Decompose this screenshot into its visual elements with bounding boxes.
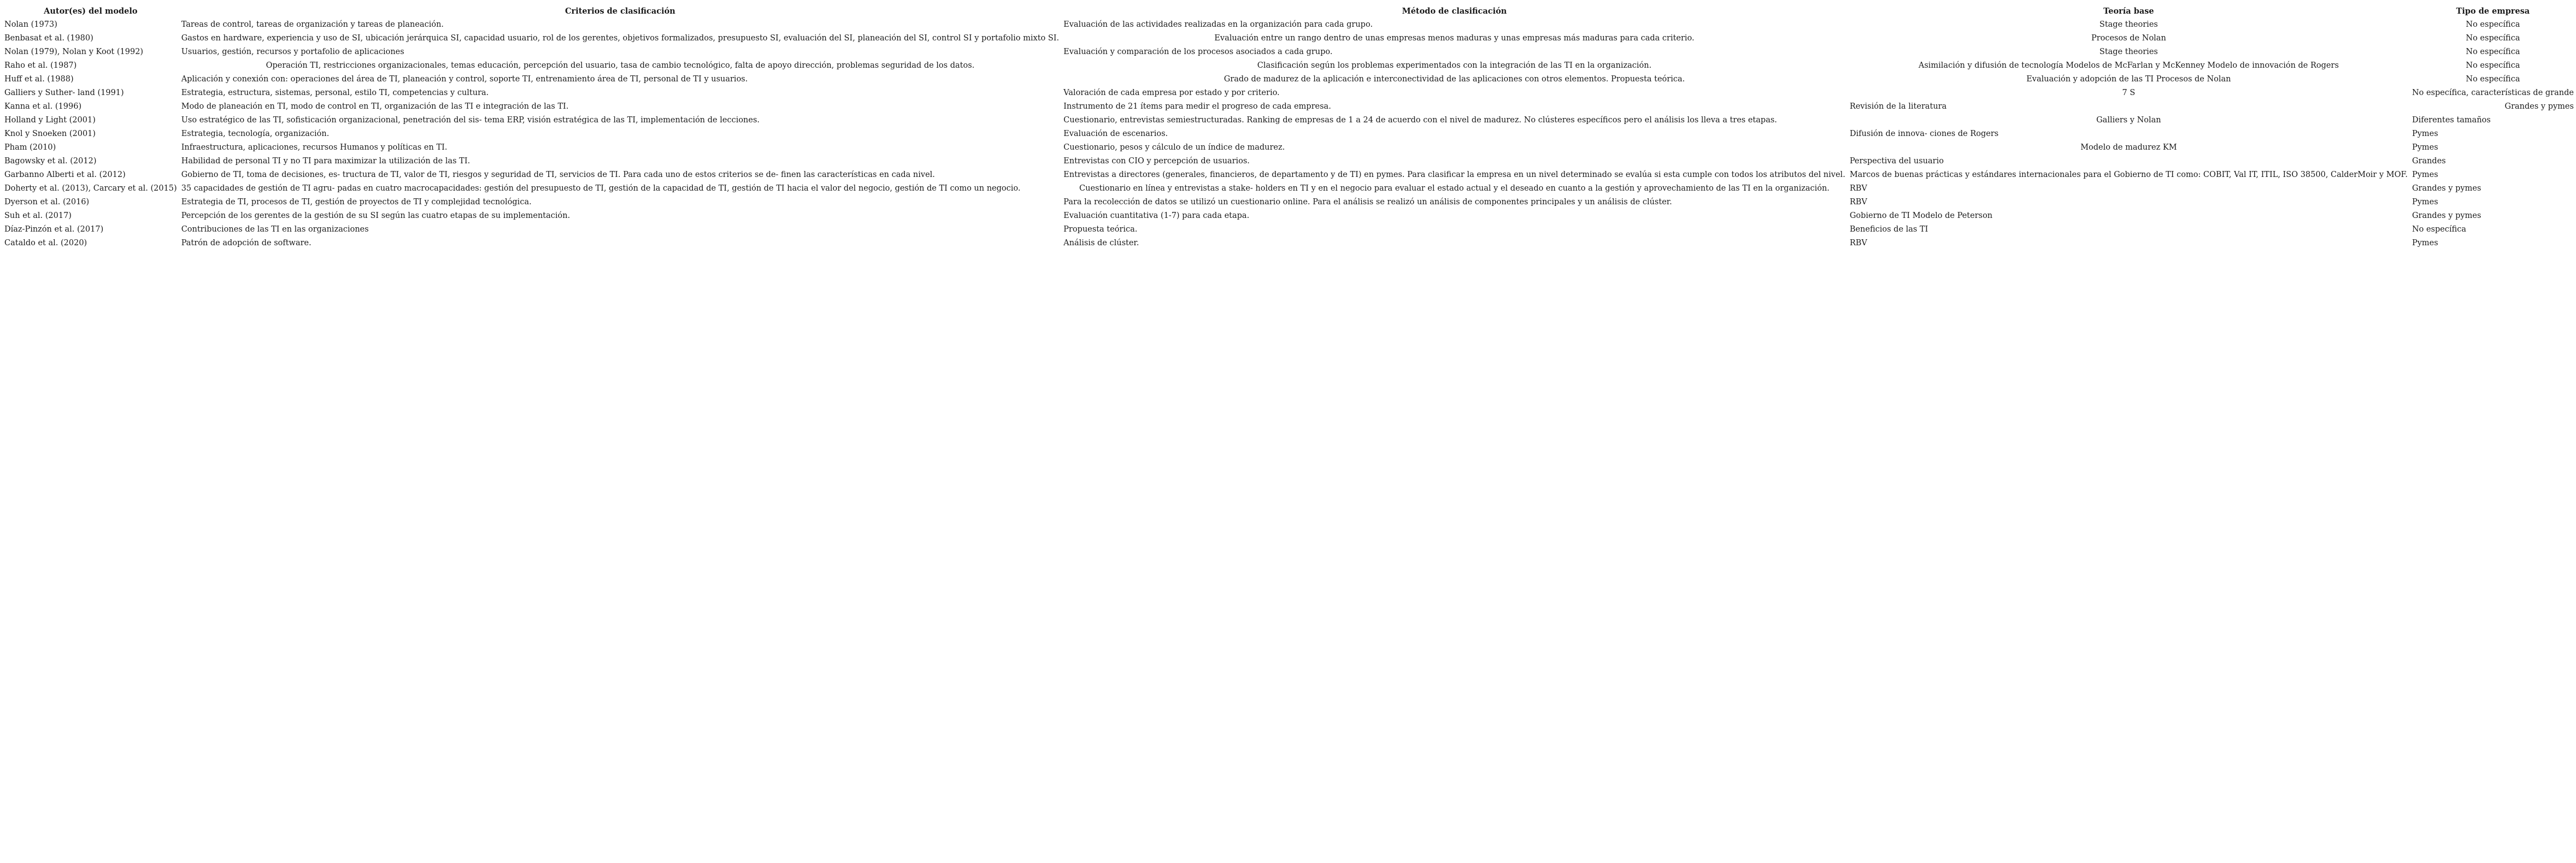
- theory-cell: Stage theories: [2099, 20, 2158, 29]
- method-cell: Propuesta teórica.: [1063, 225, 1138, 234]
- method-cell: Evaluación de escenarios.: [1063, 129, 1168, 138]
- method-cell: Clasificación según los problemas experimentados con la integración de las TI en la organización.: [1257, 61, 1652, 70]
- table-row: [2, 32, 2576, 45]
- author-cell: Garbanno Alberti et al. (2012): [4, 170, 126, 179]
- author-cell: Kanna et al. (1996): [4, 102, 82, 111]
- criteria-cell: 35 capacidades de gestión de TI agru- padas en cuatro macrocapacidades: gestión del presupuesto de TI, gestión de la capacidad de TI, gestión de TI hacia el valor del negocio, gestión de TI como un negocio.: [181, 184, 1021, 193]
- table-row: [2, 100, 2576, 114]
- criteria-cell: Aplicación y conexión con: operaciones del área de TI, planeación y control, soporte TI, entrenamiento área de TI, personal de TI y usuarios.: [181, 75, 748, 84]
- criteria-cell: Patrón de adopción de software.: [181, 239, 311, 247]
- theory-cell: Marcos de buenas prácticas y estándares internacionales para el Gobierno de TI como: COBIT, Val IT, ITIL, ISO 38500, CalderMoir y MOF.: [1849, 170, 2408, 179]
- table-row: [2, 114, 2576, 127]
- company-type-cell: No específica: [2412, 225, 2467, 234]
- table-row: [2, 141, 2576, 155]
- author-cell: Nolan (1979), Nolan y Koot (1992): [4, 48, 144, 56]
- company-type-cell: Grandes y pymes: [2504, 102, 2574, 111]
- criteria-cell: Estrategia de TI, procesos de TI, gestión de proyectos de TI y complejidad tecnológica.: [181, 198, 532, 206]
- criteria-cell: Percepción de los gerentes de la gestión de su SI según las cuatro etapas de su implementación.: [181, 211, 571, 220]
- method-cell: Cuestionario en línea y entrevistas a stake- holders en TI y en el negocio para evaluar el estado actual y el deseado en cuanto a la gestión y aprovechamiento de las TI en la organización.: [1079, 184, 1830, 193]
- header-method: Método de clasificación: [1402, 7, 1507, 16]
- table-row: [2, 155, 2576, 168]
- company-type-cell: Pymes: [2412, 239, 2438, 247]
- author-cell: Holland y Light (2001): [4, 116, 96, 125]
- criteria-cell: Habilidad de personal TI y no TI para maximizar la utilización de las TI.: [181, 157, 470, 165]
- author-cell: Suh et al. (2017): [4, 211, 72, 220]
- author-cell: Benbasat et al. (1980): [4, 34, 93, 43]
- company-type-cell: No específica: [2466, 75, 2520, 84]
- method-cell: Grado de madurez de la aplicación e interconectividad de las aplicaciones con otros elementos. Propuesta teórica.: [1224, 75, 1685, 84]
- author-cell: Díaz-Pinzón et al. (2017): [4, 225, 104, 234]
- criteria-cell: Modo de planeación en TI, modo de control en TI, organización de las TI e integración de las TI.: [181, 102, 569, 111]
- author-cell: Raho et al. (1987): [4, 61, 77, 70]
- criteria-cell: Infraestructura, aplicaciones, recursos Humanos y políticas en TI.: [181, 143, 448, 152]
- author-cell: Bagowsky et al. (2012): [4, 157, 97, 165]
- table-header: [2, 4, 2576, 18]
- theory-cell: Stage theories: [2099, 48, 2158, 56]
- theory-cell: Galliers y Nolan: [2096, 116, 2161, 125]
- company-type-cell: Grandes y pymes: [2412, 211, 2481, 220]
- header-theory: Teoría base: [2103, 7, 2154, 16]
- theory-cell: Gobierno de TI Modelo de Peterson: [1849, 211, 1993, 220]
- company-type-cell: No específica: [2466, 61, 2520, 70]
- table-row: [2, 168, 2576, 182]
- method-cell: Evaluación cuantitativa (1-7) para cada etapa.: [1063, 211, 1250, 220]
- method-cell: Cuestionario, pesos y cálculo de un índice de madurez.: [1063, 143, 1285, 152]
- author-cell: Huff et al. (1988): [4, 75, 74, 84]
- table-row: [2, 182, 2576, 196]
- table-row: [2, 196, 2576, 209]
- author-cell: Pham (2010): [4, 143, 56, 152]
- company-type-cell: Grandes: [2412, 157, 2446, 165]
- company-type-cell: Pymes: [2412, 129, 2438, 138]
- company-type-cell: No específica: [2466, 20, 2520, 29]
- company-type-cell: Grandes y pymes: [2412, 184, 2481, 193]
- company-type-cell: Pymes: [2412, 198, 2438, 206]
- theory-cell: Difusión de innova- ciones de Rogers: [1849, 129, 1999, 138]
- company-type-cell: No específica: [2466, 48, 2520, 56]
- theory-cell: Perspectiva del usuario: [1849, 157, 1944, 165]
- method-cell: Instrumento de 21 ítems para medir el progreso de cada empresa.: [1063, 102, 1331, 111]
- company-type-cell: No específica, características de grande: [2412, 88, 2574, 97]
- company-type-cell: No específica: [2466, 34, 2520, 43]
- criteria-cell: Operación TI, restricciones organizacionales, temas educación, percepción del usuario, tasa de cambio tecnológico, falta de apoyo dirección, problemas seguridad de los datos.: [266, 61, 975, 70]
- criteria-cell: Tareas de control, tareas de organización y tareas de planeación.: [181, 20, 444, 29]
- method-cell: Evaluación de las actividades realizadas en la organización para cada grupo.: [1063, 20, 1373, 29]
- method-cell: Evaluación entre un rango dentro de unas empresas menos maduras y unas empresas más maduras para cada criterio.: [1214, 34, 1695, 43]
- maturity-models-table: [2, 4, 2576, 250]
- criteria-cell: Gobierno de TI, toma de decisiones, es- tructura de TI, valor de TI, riesgos y seguridad de TI, servicios de TI. Para cada uno de estos criterios se de- finen las características en cada nivel.: [181, 170, 935, 179]
- table-row: [2, 237, 2576, 250]
- table-row: [2, 223, 2576, 237]
- theory-cell: Procesos de Nolan: [2091, 34, 2166, 43]
- table-row: [2, 73, 2576, 86]
- method-cell: Evaluación y comparación de los procesos asociados a cada grupo.: [1063, 48, 1333, 56]
- theory-cell: Asimilación y difusión de tecnología Modelos de McFarlan y McKenney Modelo de innovación de Rogers: [1918, 61, 2339, 70]
- table-row: [2, 45, 2576, 59]
- author-cell: Dyerson et al. (2016): [4, 198, 90, 206]
- table-row: [2, 18, 2576, 32]
- theory-cell: Revisión de la literatura: [1849, 102, 1947, 111]
- method-cell: Entrevistas con CIO y percepción de usuarios.: [1063, 157, 1250, 165]
- header-row: [2, 4, 2576, 18]
- author-cell: Nolan (1973): [4, 20, 57, 29]
- header-company-type: Tipo de empresa: [2456, 7, 2530, 16]
- header-author: Autor(es) del modelo: [44, 7, 138, 16]
- theory-cell: 7 S: [2122, 88, 2136, 97]
- theory-cell: RBV: [1849, 184, 1867, 193]
- method-cell: Análisis de clúster.: [1063, 239, 1139, 247]
- theory-cell: Modelo de madurez KM: [2080, 143, 2177, 152]
- company-type-cell: Diferentes tamaños: [2412, 116, 2491, 125]
- method-cell: Valoración de cada empresa por estado y por criterio.: [1063, 88, 1280, 97]
- table-body: [2, 18, 2576, 250]
- method-cell: Cuestionario, entrevistas semiestructuradas. Ranking de empresas de 1 a 24 de acuerdo con el nivel de madurez. No clústeres específicos pero el análisis los lleva a tres etapas.: [1063, 116, 1777, 125]
- criteria-cell: Estrategia, estructura, sistemas, personal, estilo TI, competencias y cultura.: [181, 88, 489, 97]
- header-criteria: Criterios de clasificación: [565, 7, 675, 16]
- criteria-cell: Contribuciones de las TI en las organizaciones: [181, 225, 369, 234]
- theory-cell: RBV: [1849, 239, 1867, 247]
- criteria-cell: Estrategia, tecnología, organización.: [181, 129, 330, 138]
- criteria-cell: Usuarios, gestión, recursos y portafolio de aplicaciones: [181, 48, 404, 56]
- criteria-cell: Uso estratégico de las TI, sofisticación organizacional, penetración del sis- tema ERP, visión estratégica de las TI, implementación de lecciones.: [181, 116, 760, 125]
- table-row: [2, 86, 2576, 100]
- method-cell: Para la recolección de datos se utilizó un cuestionario online. Para el análisis se realizó un análisis de componentes principales y un análisis de clúster.: [1063, 198, 1672, 206]
- table-row: [2, 59, 2576, 73]
- company-type-cell: Pymes: [2412, 170, 2438, 179]
- theory-cell: Evaluación y adopción de las TI Procesos de Nolan: [2026, 75, 2231, 84]
- theory-cell: Beneficios de las TI: [1849, 225, 1928, 234]
- author-cell: Doherty et al. (2013), Carcary et al. (2015): [4, 184, 177, 193]
- author-cell: Knol y Snoeken (2001): [4, 129, 96, 138]
- table-row: [2, 209, 2576, 223]
- criteria-cell: Gastos en hardware, experiencia y uso de SI, ubicación jerárquica SI, capacidad usuario, rol de los gerentes, objetivos formalizados, presupuesto SI, evaluación del SI, planeación del SI, control SI y portafolio mixto SI.: [181, 34, 1060, 43]
- company-type-cell: Pymes: [2412, 143, 2438, 152]
- author-cell: Galliers y Suther- land (1991): [4, 88, 124, 97]
- author-cell: Cataldo et al. (2020): [4, 239, 87, 247]
- theory-cell: RBV: [1849, 198, 1867, 206]
- table-row: [2, 127, 2576, 141]
- method-cell: Entrevistas a directores (generales, financieros, de departamento y de TI) en pymes. Para clasificar la empresa en un nivel determinado se evalúa si esta cumple con todos los atributos del nivel.: [1063, 170, 1845, 179]
